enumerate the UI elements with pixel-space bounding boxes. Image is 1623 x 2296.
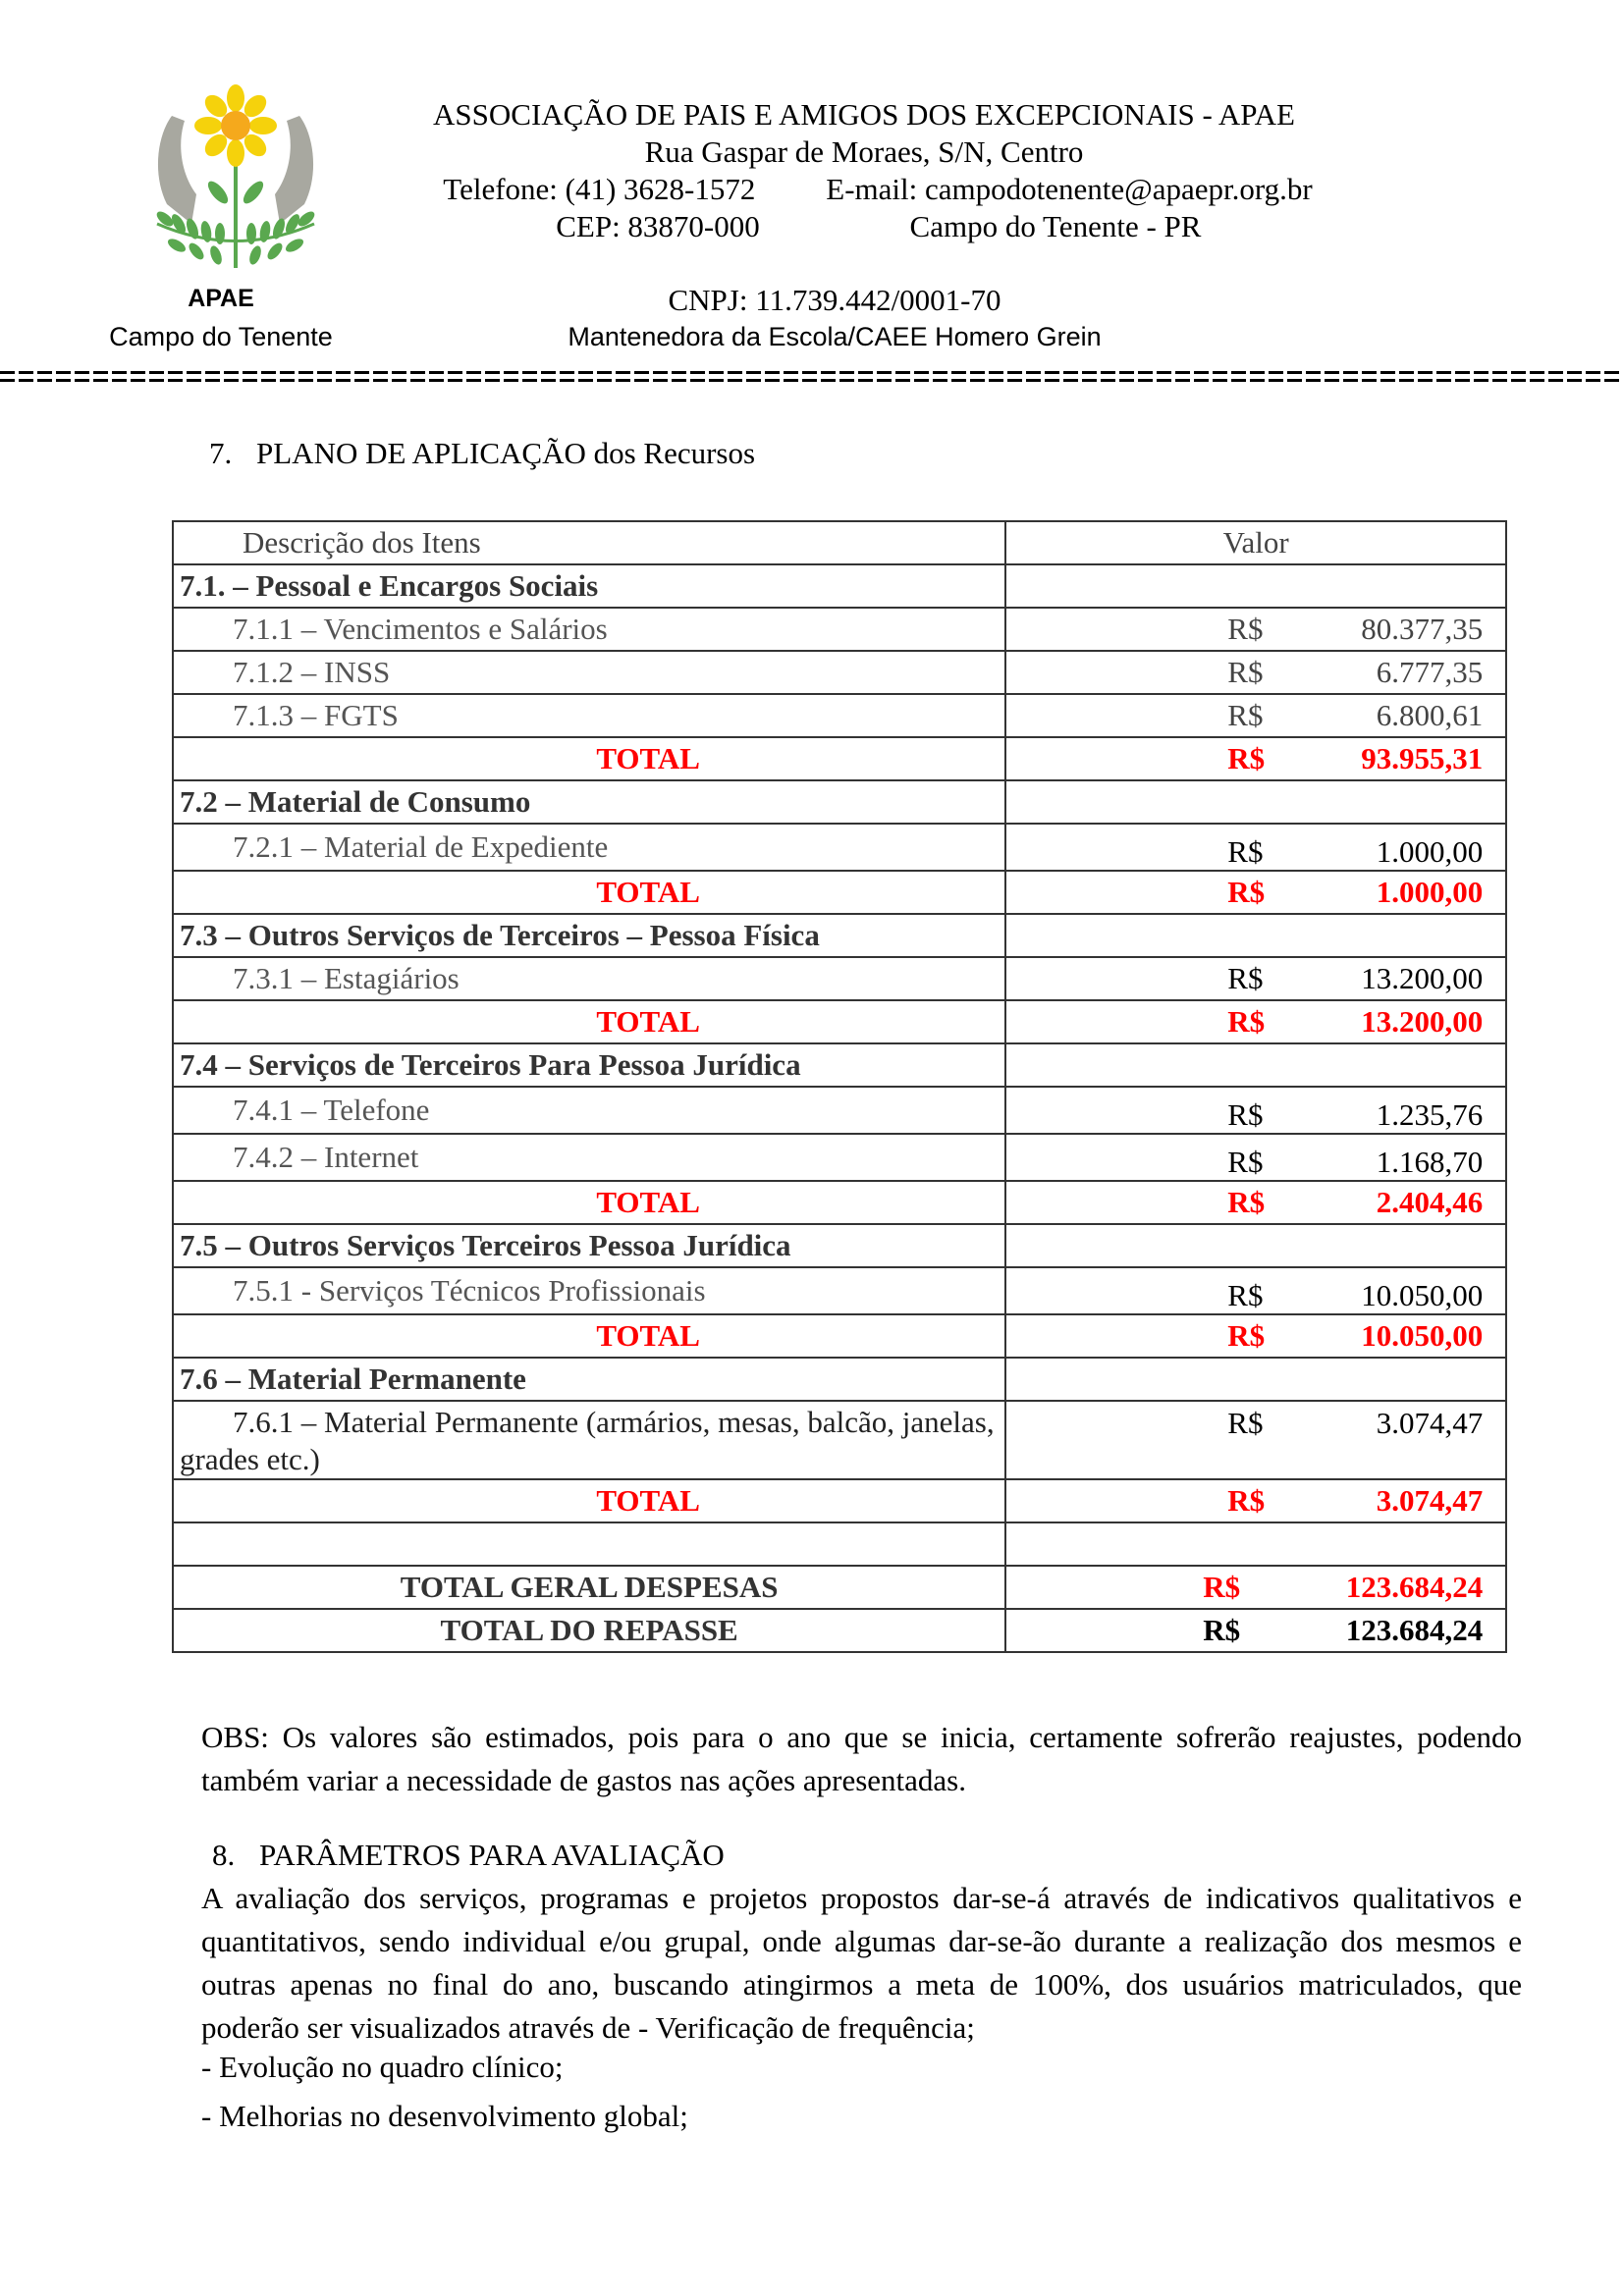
evaluation-bullet: - Evolução no quadro clínico; xyxy=(201,2050,564,2084)
column-header-description: Descrição dos Itens xyxy=(173,521,1005,564)
total-row xyxy=(173,871,1506,914)
table-row xyxy=(173,651,1506,694)
currency-symbol: R$ xyxy=(1227,1318,1266,1353)
org-email[interactable]: E-mail: campodotenente@apaepr.org.br xyxy=(826,172,1313,206)
item-value: 10.050,00 xyxy=(1361,1278,1484,1312)
location-line xyxy=(373,208,1355,245)
grand-total-row xyxy=(173,1566,1506,1609)
total-label: TOTAL xyxy=(173,1479,1005,1522)
contact-line xyxy=(373,171,1355,208)
currency-symbol: R$ xyxy=(1227,1097,1264,1132)
currency-symbol: R$ xyxy=(1203,1570,1241,1604)
category-row xyxy=(173,914,1506,957)
table-row xyxy=(173,1087,1506,1134)
table-row xyxy=(173,824,1506,871)
repasse-total-row xyxy=(173,1609,1506,1652)
observation-note: OBS: Os valores são estimados, pois para o ano que se inicia, certamente sofrerão reajustes, podendo também variar a necessidade de gastos nas ações apresentadas. xyxy=(201,1720,1522,1797)
item-value: 1.168,70 xyxy=(1376,1145,1484,1179)
org-cep: CEP: 83870-000 xyxy=(556,209,760,243)
currency-symbol: R$ xyxy=(1227,1145,1264,1179)
total-label: TOTAL xyxy=(173,737,1005,780)
total-value: 13.200,00 xyxy=(1361,1004,1484,1039)
currency-symbol: R$ xyxy=(1227,741,1266,775)
total-label: TOTAL xyxy=(173,871,1005,914)
category-title: 7.2 – Material de Consumo xyxy=(173,780,1005,824)
item-label: 7.5.1 - Serviços Técnicos Profissionais xyxy=(173,1267,1005,1314)
section-7-title xyxy=(209,436,755,471)
currency-symbol: R$ xyxy=(1227,875,1266,909)
item-value: 80.377,35 xyxy=(1361,612,1484,646)
item-label: 7.1.1 – Vencimentos e Salários xyxy=(173,608,1005,651)
total-value: 10.050,00 xyxy=(1361,1318,1484,1353)
section-8-number: 8. xyxy=(212,1838,236,1872)
currency-symbol: R$ xyxy=(1227,612,1264,646)
item-label: 7.4.1 – Telefone xyxy=(173,1087,1005,1134)
total-label: TOTAL xyxy=(173,1181,1005,1224)
repasse-total-label: TOTAL DO REPASSE xyxy=(173,1609,1005,1652)
category-row xyxy=(173,780,1506,824)
item-value: 1.235,76 xyxy=(1376,1097,1484,1132)
category-row xyxy=(173,1224,1506,1267)
table-row xyxy=(173,957,1506,1000)
category-row xyxy=(173,1358,1506,1401)
empty-row xyxy=(173,1522,1506,1566)
table-header-row xyxy=(173,521,1506,564)
item-value: 6.777,35 xyxy=(1376,655,1484,689)
section-7-number: 7. xyxy=(209,436,233,470)
item-label: 7.6.1 – Material Permanente (armários, mesas, balcão, janelas, grades etc.) xyxy=(173,1401,1005,1479)
total-row xyxy=(173,1479,1506,1522)
org-address: Rua Gaspar de Moraes, S/N, Centro xyxy=(644,134,1084,169)
org-mantenedora: Mantenedora da Escola/CAEE Homero Grein xyxy=(568,322,1102,351)
total-row xyxy=(173,1000,1506,1043)
table-row xyxy=(173,608,1506,651)
org-cnpj: CNPJ: 11.739.442/0001-70 xyxy=(668,283,1001,317)
currency-symbol: R$ xyxy=(1227,655,1264,689)
category-title: 7.4 – Serviços de Terceiros Para Pessoa Jurídica xyxy=(173,1043,1005,1087)
item-label: 7.1.3 – FGTS xyxy=(173,694,1005,737)
currency-symbol: R$ xyxy=(1227,961,1264,995)
org-name: ASSOCIAÇÃO DE PAIS E AMIGOS DOS EXCEPCIONAIS - APAE xyxy=(433,97,1295,132)
item-value: 3.074,47 xyxy=(1376,1406,1484,1440)
category-row xyxy=(173,1043,1506,1087)
total-row xyxy=(173,1181,1506,1224)
org-city-state: Campo do Tenente - PR xyxy=(909,209,1202,243)
total-label: TOTAL xyxy=(173,1000,1005,1043)
category-title: 7.3 – Outros Serviços de Terceiros – Pessoa Física xyxy=(173,914,1005,957)
currency-symbol: R$ xyxy=(1227,1004,1266,1039)
item-label: 7.1.2 – INSS xyxy=(173,651,1005,694)
total-row xyxy=(173,737,1506,780)
category-title: 7.1. – Pessoal e Encargos Sociais xyxy=(173,564,1005,608)
repasse-total-value: 123.684,24 xyxy=(1345,1613,1484,1647)
total-value: 2.404,46 xyxy=(1376,1185,1484,1219)
item-label: 7.2.1 – Material de Expediente xyxy=(173,824,1005,871)
category-title: 7.5 – Outros Serviços Terceiros Pessoa Jurídica xyxy=(173,1224,1005,1267)
org-phone: Telefone: (41) 3628-1572 xyxy=(443,172,756,206)
item-label: 7.3.1 – Estagiários xyxy=(173,957,1005,1000)
logo-label: APAE xyxy=(188,285,254,312)
item-label: 7.4.2 – Internet xyxy=(173,1134,1005,1181)
application-plan-table xyxy=(172,520,1507,1653)
table-row xyxy=(173,694,1506,737)
evaluation-bullet: - Melhorias no desenvolvimento global; xyxy=(201,2099,688,2133)
grand-total-value: 123.684,24 xyxy=(1345,1570,1484,1604)
total-row xyxy=(173,1314,1506,1358)
item-value: 1.000,00 xyxy=(1376,834,1484,869)
total-value: 1.000,00 xyxy=(1376,875,1484,909)
section-7-title-text: PLANO DE APLICAÇÃO dos Recursos xyxy=(256,436,756,470)
item-value: 6.800,61 xyxy=(1376,698,1484,732)
apae-logo-icon xyxy=(137,77,334,273)
grand-total-label: TOTAL GERAL DESPESAS xyxy=(173,1566,1005,1609)
logo-city: Campo do Tenente xyxy=(109,322,333,351)
total-value: 93.955,31 xyxy=(1361,741,1484,775)
currency-symbol: R$ xyxy=(1227,834,1264,869)
currency-symbol: R$ xyxy=(1227,698,1264,732)
total-value: 3.074,47 xyxy=(1376,1483,1484,1518)
currency-symbol: R$ xyxy=(1227,1185,1266,1219)
column-header-value: Valor xyxy=(1005,521,1506,564)
header-divider xyxy=(0,367,1623,385)
table-row xyxy=(173,1267,1506,1314)
item-value: 13.200,00 xyxy=(1361,961,1484,995)
section-8-body: A avaliação dos serviços, programas e projetos propostos dar-se-á através de indicativos qualitativos e quantitativos, sendo individual e/ou grupal, onde algumas dar-se-ão durante a realização dos mesmos e outras apenas no final do ano, buscando atingirmos a meta de 100%, dos usuários matriculados, que poderão ser visualizados através de - Verificação de frequência; xyxy=(201,1881,1522,2045)
section-8-title xyxy=(212,1838,725,1873)
category-row xyxy=(173,564,1506,608)
currency-symbol: R$ xyxy=(1227,1483,1266,1518)
currency-symbol: R$ xyxy=(1203,1613,1241,1647)
category-title: 7.6 – Material Permanente xyxy=(173,1358,1005,1401)
section-8-title-text: PARÂMETROS PARA AVALIAÇÃO xyxy=(259,1838,725,1872)
currency-symbol: R$ xyxy=(1227,1278,1264,1312)
table-row xyxy=(173,1134,1506,1181)
total-label: TOTAL xyxy=(173,1314,1005,1358)
table-row xyxy=(173,1401,1506,1479)
currency-symbol: R$ xyxy=(1227,1406,1264,1440)
